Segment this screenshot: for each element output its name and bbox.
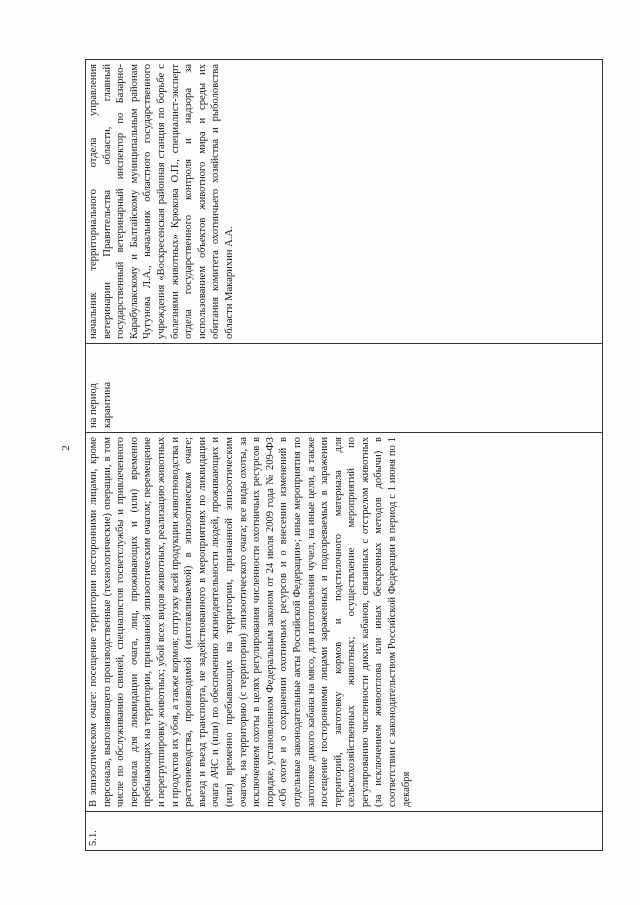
rotated-table-wrapper	[85, 59, 603, 851]
table-row	[86, 60, 603, 851]
period-text: на период карантина	[88, 381, 113, 428]
row-number: 5.1.	[86, 812, 603, 851]
measures-text: В эпизоотическом очаге: посещение территории посторонними лицами, кроме персонала, выполняющего производственные (технологические) операции, в том числе по обслуживанию свиней, специалистов госветслужбы и привлеченного персонала для ликвидации очага, лиц, проживающих и (или) временно пребывающих на территории, признанной эпизоотическим очагом; перемещение и перегруппировку животных; убой всех видов животных, реализацию животных и продуктов их убоя, а также кормов; отгрузку всей продукции животноводства и растениеводства, производимой (изготавливаемой) в эпизоотическом очаге; выезд и въезд транспорта, не задействованного в мероприятиях по ликвидации очага АЧС и (или) по обеспечению жизнедеятельности людей, проживающих и (или) временно пребывающих на территории, признанной эпизоотическим очагом, на территорию (с территории) эпизоотического очага; все виды охоты, за исключением охоты в целях регулирования численности охотничьих ресурсов в порядке, установленном Федеральным законом от 24 июля 2009 года № 209-ФЗ «Об охоте и о сохранении охотничьих ресурсов и о внесении изменений в отдельные законодательные акты Российской Федерации»; иные мероприятия по заготовке дикого кабана на мясо, для изготовления чучел, на иные цели, а также посещение посторонними лицами зараженных и подозреваемых в заражении территорий, заготовку кормов и подстилочного материала для сельскохозяйственных животных; осуществление мероприятий по регулированию численности диких кабанов, связанных с отстрелом животных (за исключением живоотлова или иных бескровных методов добычи) в соответствии с законодательством Российской Федерации в период с 1 июня по 1 декабря	[88, 437, 412, 807]
measures-table	[85, 59, 603, 851]
responsible-cell	[86, 60, 603, 344]
measures-cell	[86, 433, 603, 812]
page-number: 2	[60, 445, 72, 451]
responsible-text: начальник территориального отдела управления ветеринарии Правительства области, главный государственный ветеринарный инспектор по Базарно-Карабулакскому и Балтайскому муниципальным районам Чугунова Л.А., начальник областного государственного учреждения «Воскресенская районная станция по борьбе с болезнями животных» Крюкова О.П., специалист-эксперт отдела государственного контроля и надзора за использованием объектов животного мира и среды их обитания комитета охотничьего хозяйства и рыболовства области Макарихин А.А.	[88, 64, 235, 339]
period-cell	[86, 344, 603, 433]
